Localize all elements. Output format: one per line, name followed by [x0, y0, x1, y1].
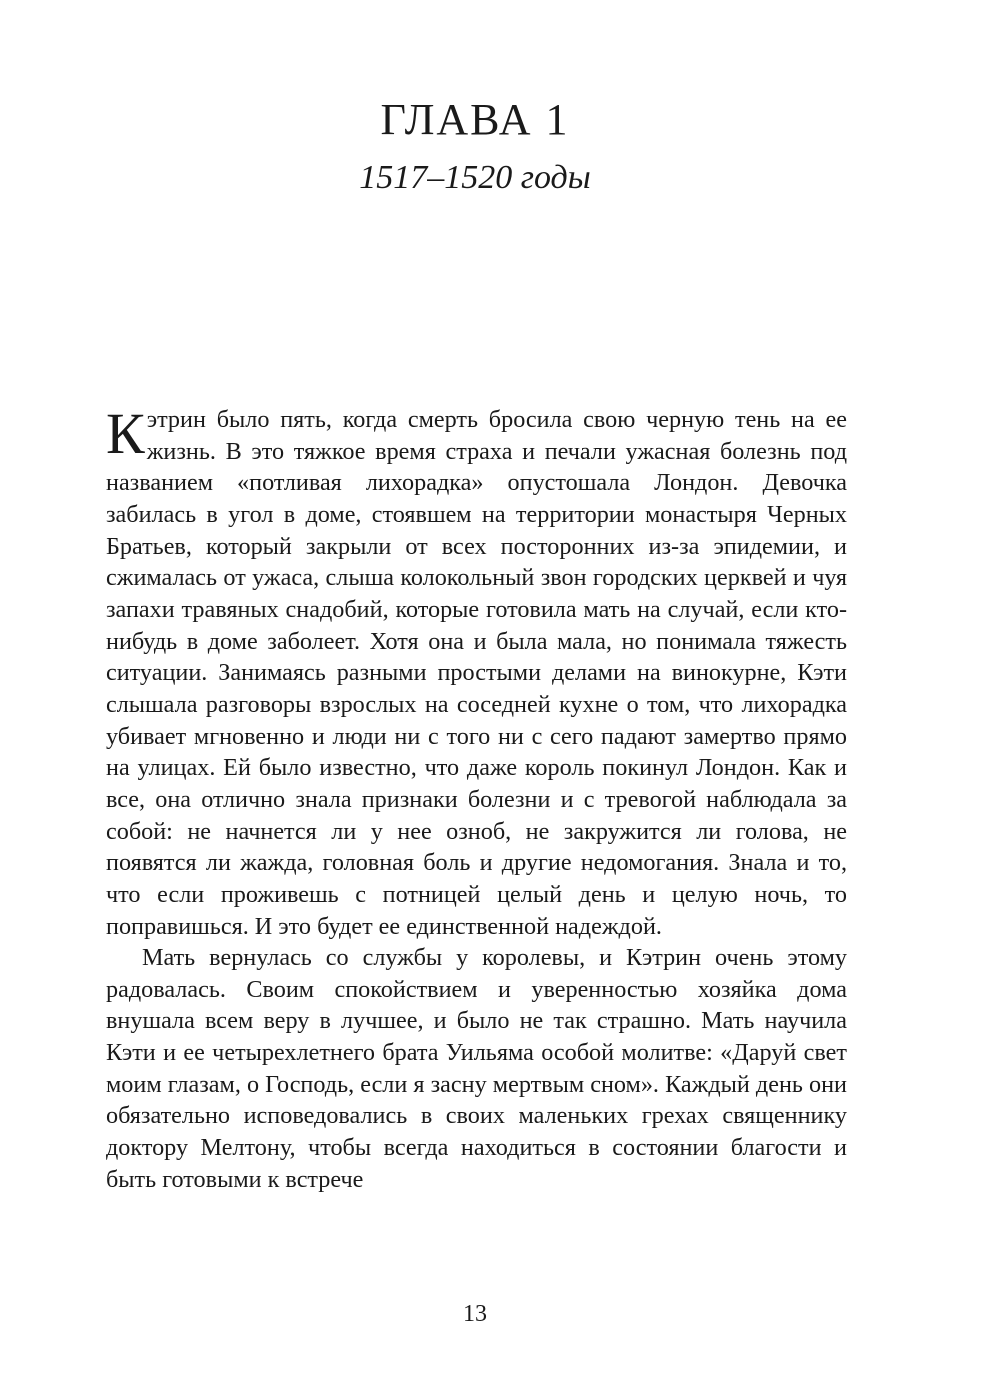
paragraph: Мать вернулась со службы у королевы, и Кэтрин очень этому радовалась. Своим спокойствием и уверенностью хозяйка дома внушала всем веру в лучшее, и было не так страшно. Мать научила Кэти и ее четырехлетнего брата Уильяма особой молитве: «Даруй свет моим глазам, о Господь, если я засну мертвым сном». Каждый день они обязательно исповедовались в своих маленьких грехах священнику доктору Мелтону, чтобы всегда находиться в состоянии благости и быть готовыми к встрече [106, 944, 847, 1193]
drop-cap: К [106, 401, 145, 466]
page-number: 13 [463, 1301, 487, 1327]
paragraph-text: этрин было пять, когда смерть бросила свою черную тень на ее жизнь. В это тяжкое время страха и печали ужасная болезнь под названием «потливая лихорадка» опустошала Лондон. Девочка забилась в угол в доме, стоявшем на территории монастыря Черных Братьев, который закрыли от всех посторонних из-за эпидемии, и сжималась от ужаса, слыша колокольный звон городских церквей и чуя запахи травяных снадобий, которые готовила мать на случай, если кто-нибудь в доме заболеет. Хотя она и была мала, но понимала тяжесть ситуации. Занимаясь разными простыми делами на винокурне, Кэти слышала разговоры взрослых на соседней кухне о том, что лихорадка убивает мгновенно и люди ни с того ни с сего падают замертво прямо на улицах. Ей было известно, что даже король покинул Лондон. Как и все, она отлично знала признаки болезни и с тревогой наблюдала за собой: не начнется ли у нее озноб, не закружится ли голова, не появятся ли жажда, головная боль и другие недомогания. Знала и то, что если проживешь с потницей целый день и целую ночь, то поправишься. И это будет ее единственной надеждой. [106, 406, 847, 940]
paragraph [106, 401, 847, 942]
chapter-title: ГЛАВА 1 [380, 95, 570, 144]
body-text [106, 401, 847, 1195]
chapter-years: 1517–1520 годы [359, 159, 591, 196]
